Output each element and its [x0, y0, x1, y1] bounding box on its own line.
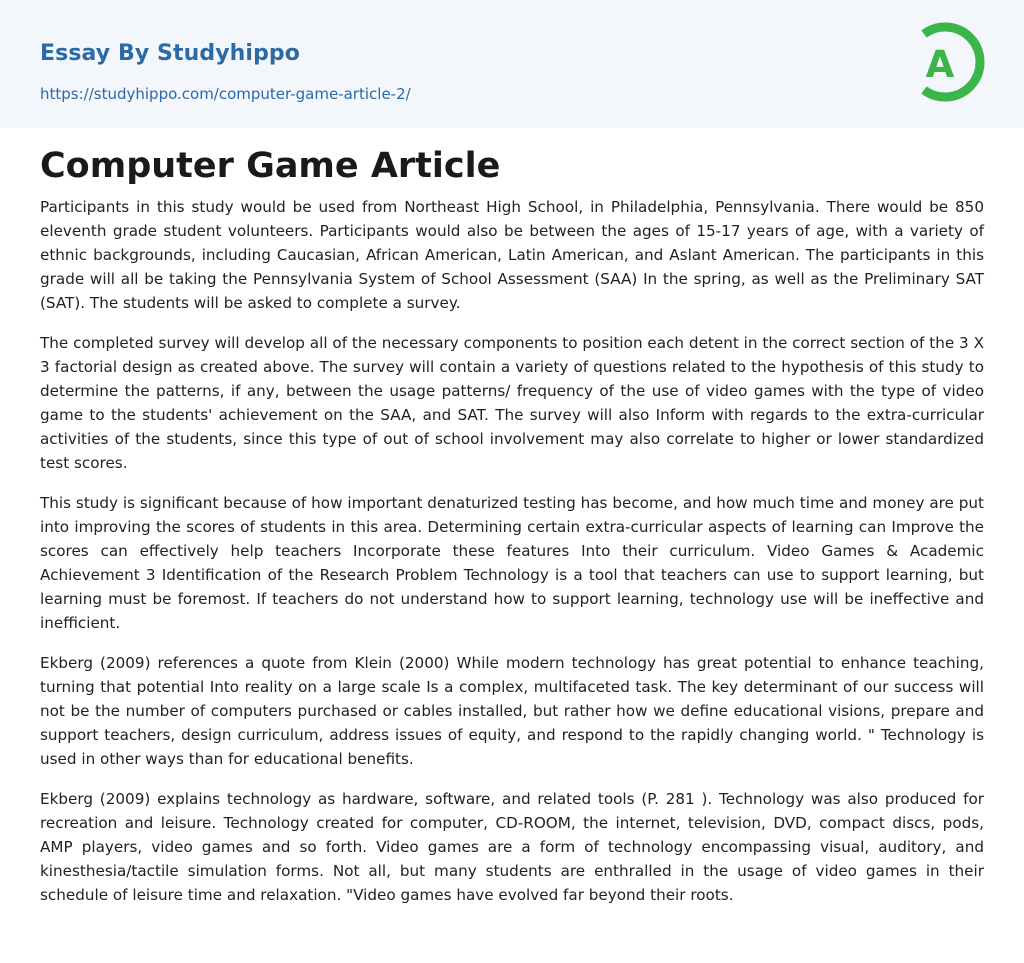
article-url-link[interactable]: https://studyhippo.com/computer-game-article-2/ [40, 85, 411, 103]
article-paragraph: The completed survey will develop all of the necessary components to position each detent in the correct section of the 3 X 3 factorial design as created above. The survey will contain a variety of questions related to the hypothesis of this study to determine the patterns, if any, between the usage patterns/ frequency of the use of video games with the type of video game to the students' achievement on the SAA, and SAT. The survey will also Inform with regards to the extra-curricular activities of the students, since this type of out of school involvement may also correlate to higher or lower standardized test scores. [40, 334, 984, 472]
article-paragraph: Ekberg (2009) references a quote from Klein (2000) While modern technology has great potential to enhance teaching, turning that potential Into reality on a large scale Is a complex, multifaceted task. The key determinant of our success will not be the number of computers purchased or cables installed, but rather how we define educational visions, prepare and support teachers, design curriculum, address issues of equity, and respond to the rapidly changing world. " Technology is used in other ways than for educational benefits. [40, 654, 984, 768]
article-paragraph: Ekberg (2009) explains technology as hardware, software, and related tools (P. 281 ). Technology was also produced for recreation and leisure. Technology created for computer, CD-ROOM, the internet, television, DVD, compact discs, pods, AMP players, video games and so forth. Video games are a form of technology encompassing visual, auditory, and kinesthesia/tactile simulation forms. Not all, but many students are enthralled in the usage of video games in their schedule of leisure time and relaxation. "Video games have evolved far beyond their roots. [40, 790, 984, 904]
studyhippo-logo-icon[interactable] [914, 20, 986, 106]
article-paragraph: Participants in this study would be used from Northeast High School, in Philadelphia, Pennsylvania. There would be 850 eleventh grade student volunteers. Participants would also be between the ages of 15-17 years of age, with a variety of ethnic backgrounds, including Caucasian, African American, Latin American, and Aslant American. The participants in this grade will all be taking the Pennsylvania System of School Assessment (SAA) In the spring, as well as the Preliminary SAT (SAT). The students will be asked to complete a survey. [40, 198, 984, 312]
site-header [0, 0, 1024, 128]
site-brand[interactable]: Essay By Studyhippo [40, 41, 300, 66]
logo-letter: A [925, 43, 955, 86]
article-title: Computer Game Article [40, 146, 501, 186]
article-body [40, 195, 984, 923]
article-paragraph: This study is significant because of how important denaturized testing has become, and how much time and money are put into improving the scores of students in this area. Determining certain extra-curricular aspects of learning can Improve the scores can effectively help teachers Incorporate these features Into their curriculum. Video Games & Academic Achievement 3 Identification of the Research Problem Technology is a tool that teachers can use to support learning, but learning must be foremost. If teachers do not understand how to support learning, technology use will be ineffective and inefficient. [40, 494, 984, 632]
